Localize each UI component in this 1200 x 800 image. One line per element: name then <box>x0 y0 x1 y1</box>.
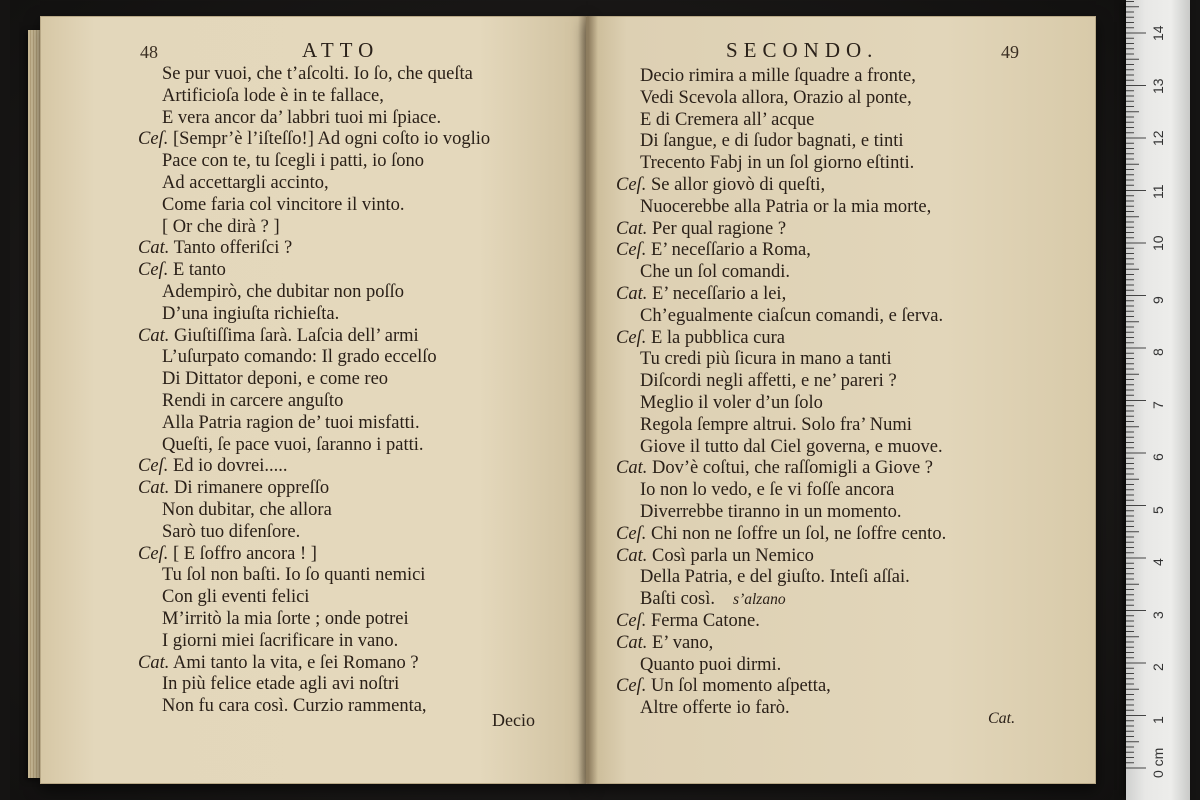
text-line <box>616 698 946 720</box>
line-text: Se allor giovò di queſti, <box>650 174 826 195</box>
text-line <box>616 66 946 88</box>
ruler-number: 1 <box>1150 715 1166 724</box>
text-line <box>138 108 490 130</box>
text-line <box>138 260 490 282</box>
line-text: [ Or che dirà ? ] <box>162 216 280 237</box>
line-text: Giuſtiſſima ſarà. Laſcia dell’ armi <box>173 325 419 346</box>
line-text: M’irritò la mia ſorte ; onde potrei <box>162 608 409 629</box>
text-line <box>138 500 490 522</box>
text-line <box>138 391 490 413</box>
speaker-label: Cat. <box>138 652 170 673</box>
line-text: Quanto puoi dirmi. <box>640 654 782 675</box>
text-line <box>138 435 490 457</box>
running-head: ATTO <box>302 38 380 62</box>
line-text: E’ neceſſario a Roma, <box>650 240 811 261</box>
text-line <box>138 195 490 217</box>
speaker-label: Cat. <box>616 283 648 304</box>
line-text: Io non lo vedo, e ſe vi foſſe ancora <box>640 480 895 501</box>
text-line <box>616 633 946 655</box>
text-line <box>616 219 946 241</box>
speaker-label: Ceſ. <box>616 240 647 261</box>
line-text: Con gli eventi felici <box>162 587 310 608</box>
line-text: Un ſol momento aſpetta, <box>650 676 831 697</box>
left-page <box>40 16 588 784</box>
running-head: SECONDO. <box>726 38 879 62</box>
line-text: Diſcordi negli affetti, e ne’ pareri ? <box>640 371 897 392</box>
text-line <box>138 565 490 587</box>
line-text: Sarò tuo difenſore. <box>162 521 301 542</box>
line-text: Decio rimira a mille ſquadre a fronte, <box>640 66 916 86</box>
text-lines <box>138 64 490 718</box>
line-text: E vera ancor da’ labbri tuoi mi ſpiace. <box>162 107 442 128</box>
text-line <box>138 587 490 609</box>
line-text: E la pubblica cura <box>650 327 786 348</box>
catchword: Cat. <box>988 710 1016 727</box>
text-line <box>616 393 946 415</box>
right-page <box>586 16 1096 784</box>
open-book <box>28 16 1088 784</box>
text-line <box>138 86 490 108</box>
speaker-label: Ceſ. <box>616 327 647 348</box>
speaker-label: Ceſ. <box>138 129 169 150</box>
ruler-number: 4 <box>1150 558 1166 566</box>
line-text: Queſti, ſe pace vuoi, ſaranno i patti. <box>162 434 424 455</box>
line-text: Di ſangue, e di ſudor bagnati, e tinti <box>640 131 904 152</box>
line-text: Nuocerebbe alla Patria or la mia morte, <box>640 196 932 217</box>
line-text: Adempirò, che dubitar non poſſo <box>162 281 404 302</box>
line-text: E’ neceſſario a lei, <box>651 283 787 304</box>
ruler-number: 0 cm <box>1150 747 1166 778</box>
line-text: Regola ſempre altrui. Solo fra’ Numi <box>640 414 912 435</box>
page-number: 49 <box>1001 42 1019 62</box>
ruler-number: 14 <box>1150 25 1166 41</box>
text-line <box>138 696 490 718</box>
text-line <box>616 524 946 546</box>
text-line <box>138 326 490 348</box>
text-line <box>616 458 946 480</box>
line-text: Come faria col vincitore il vinto. <box>162 194 405 215</box>
text-line <box>138 129 490 151</box>
line-text: E’ vano, <box>651 632 714 653</box>
speaker-label: Ceſ. <box>616 523 647 544</box>
line-text: E tanto <box>172 260 226 281</box>
speaker-label: Cat. <box>138 238 170 259</box>
speaker-label: Cat. <box>138 478 170 499</box>
speaker-label: Ceſ. <box>138 543 169 564</box>
line-text: Vedi Scevola allora, Orazio al ponte, <box>640 87 912 108</box>
line-text: Ed io dovrei..... <box>172 456 288 477</box>
line-text: Baſti così. <box>640 589 716 610</box>
line-text: Per qual ragione ? <box>651 218 787 239</box>
text-line <box>138 478 490 500</box>
text-line <box>138 64 490 86</box>
speaker-label: Cat. <box>616 632 648 653</box>
ruler-number: 9 <box>1150 295 1166 304</box>
line-text: Ad accettargli accinto, <box>162 172 329 193</box>
text-line <box>616 175 946 197</box>
text-line <box>616 306 946 328</box>
ruler-number: 12 <box>1150 130 1166 146</box>
line-text: Tu ſol non baſti. Io ſo quanti nemici <box>162 565 426 586</box>
text-line <box>138 173 490 195</box>
text-line <box>616 437 946 459</box>
speaker-label: Ceſ. <box>616 174 647 195</box>
line-text: Artificioſa lode è in te fallace, <box>162 85 384 106</box>
text-line <box>138 304 490 326</box>
text-line <box>138 151 490 173</box>
line-text: Così parla un Nemico <box>651 545 814 566</box>
speaker-label: Cat. <box>616 545 648 566</box>
text-line <box>616 262 946 284</box>
line-text: Di Dittator deponi, e come reo <box>162 369 389 390</box>
line-text: Rendi in carcere anguſto <box>162 390 344 411</box>
text-line <box>616 153 946 175</box>
text-line <box>138 238 490 260</box>
line-text: Non fu cara così. Curzio rammenta, <box>162 696 427 717</box>
text-line <box>616 328 946 350</box>
text-line <box>616 502 946 524</box>
text-line <box>138 674 490 696</box>
ruler-number: 5 <box>1150 505 1166 514</box>
ruler-number: 11 <box>1150 183 1166 199</box>
text-line <box>138 544 490 566</box>
text-line <box>616 546 946 568</box>
line-text: Di rimanere oppreſſo <box>173 478 330 499</box>
text-line <box>616 371 946 393</box>
line-text: I giorni miei ſacrificare in vano. <box>162 630 399 651</box>
text-line <box>138 413 490 435</box>
text-line <box>616 88 946 110</box>
text-line <box>616 589 946 611</box>
text-line <box>616 655 946 677</box>
ruler-number: 10 <box>1150 235 1166 251</box>
ruler-number: 8 <box>1150 348 1166 356</box>
line-text: L’uſurpato comando: Il grado eccelſo <box>162 347 437 368</box>
text-line <box>616 240 946 262</box>
stage-direction: s’alzano <box>733 591 786 609</box>
text-line <box>138 282 490 304</box>
text-lines <box>616 66 946 720</box>
text-line <box>616 567 946 589</box>
line-text: Se pur vuoi, che t’aſcolti. Io ſo, che queſta <box>162 64 473 84</box>
line-text: Ferma Catone. <box>650 610 760 631</box>
text-line <box>616 349 946 371</box>
speaker-label: Ceſ. <box>616 610 647 631</box>
line-text: E di Cremera all’ acque <box>640 109 815 130</box>
speaker-label: Ceſ. <box>138 456 169 477</box>
line-text: [ E ſoffro ancora ! ] <box>172 543 317 564</box>
ruler-number: 3 <box>1150 610 1166 619</box>
text-line <box>138 522 490 544</box>
book-gutter <box>578 16 598 784</box>
line-text: D’una ingiuſta richieſta. <box>162 303 340 324</box>
line-text: Pace con te, tu ſcegli i patti, io ſono <box>162 151 425 172</box>
text-line <box>616 676 946 698</box>
ruler-number: 6 <box>1150 453 1166 461</box>
text-line <box>138 653 490 675</box>
page-number: 48 <box>140 42 158 62</box>
line-text: In più felice etade agli avi noſtri <box>162 674 400 695</box>
line-text: Diverrebbe tiranno in un momento. <box>640 501 902 522</box>
text-line <box>138 347 490 369</box>
line-text: [Sempr’è l’iſteſſo!] Ad ogni coſto io voglio <box>172 129 491 150</box>
text-line <box>616 415 946 437</box>
line-text: Tanto offeriſci ? <box>173 238 293 259</box>
text-line <box>616 284 946 306</box>
line-text: Ami tanto la vita, e ſei Romano ? <box>172 652 419 673</box>
line-text: Dov’è coſtui, che raſſomigli a Giove ? <box>651 458 933 479</box>
text-line <box>616 131 946 153</box>
text-line <box>616 197 946 219</box>
speaker-label: Cat. <box>138 325 170 346</box>
line-text: Ch’egualmente ciaſcun comandi, e ſerva. <box>640 305 944 326</box>
line-text: Trecento Fabj in un ſol giorno eſtinti. <box>640 153 915 174</box>
text-line <box>138 217 490 239</box>
line-text: Altre offerte io farò. <box>640 698 790 719</box>
text-line <box>616 480 946 502</box>
ruler-number: 2 <box>1150 663 1166 671</box>
text-line <box>616 110 946 132</box>
speaker-label: Cat. <box>616 458 648 479</box>
speaker-label: Cat. <box>616 218 648 239</box>
text-line <box>138 631 490 653</box>
text-line <box>138 609 490 631</box>
line-text: Della Patria, e del giuſto. Inteſi aſſai. <box>640 567 910 588</box>
line-text: Giove il tutto dal Ciel governa, e muove. <box>640 436 943 457</box>
text-line <box>138 369 490 391</box>
text-line <box>616 611 946 633</box>
text-line <box>138 456 490 478</box>
line-text: Chi non ne ſoffre un ſol, ne ſoffre cento. <box>650 523 947 544</box>
ruler-number: 7 <box>1150 400 1166 409</box>
line-text: Che un ſol comandi. <box>640 262 791 283</box>
line-text: Alla Patria ragion de’ tuoi misfatti. <box>162 412 420 433</box>
line-text: Tu credi più ſicura in mano a tanti <box>640 349 892 370</box>
ruler-number: 13 <box>1150 77 1166 94</box>
catchword: Decio <box>492 710 535 730</box>
measurement-ruler <box>1126 0 1190 800</box>
line-text: Meglio il voler d’un ſolo <box>640 392 823 413</box>
line-text: Non dubitar, che allora <box>162 499 332 520</box>
speaker-label: Ceſ. <box>616 676 647 697</box>
speaker-label: Ceſ. <box>138 260 169 281</box>
